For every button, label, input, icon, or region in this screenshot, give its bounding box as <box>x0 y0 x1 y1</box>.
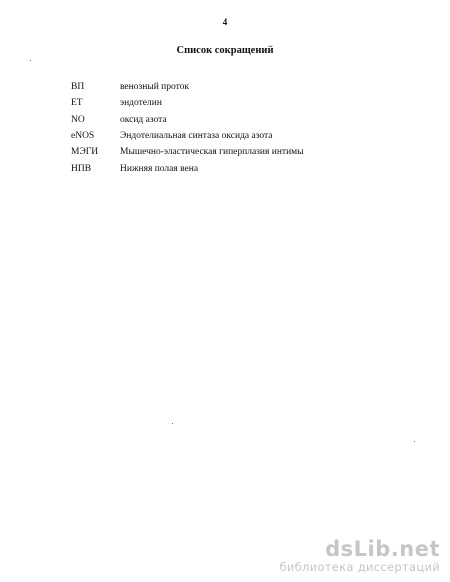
abbreviation-term: ЕТ <box>71 98 83 109</box>
abbreviation-row <box>71 112 401 128</box>
abbreviation-row <box>71 144 401 160</box>
watermark-caption: библиотека диссертаций <box>279 560 440 574</box>
abbreviation-row <box>71 79 401 95</box>
abbreviation-definition: оксид азота <box>120 114 167 125</box>
abbreviation-term: ВП <box>71 82 85 93</box>
abbreviation-row <box>71 160 401 176</box>
scan-speck <box>30 60 31 61</box>
abbreviation-definition: венозный проток <box>120 82 190 93</box>
abbreviation-definition: Эндотелиальная синтаза оксида азота <box>120 131 273 142</box>
abbreviation-definition: эндотелин <box>120 98 162 109</box>
page-title: Список сокращений <box>176 45 274 56</box>
abbreviation-row <box>71 128 401 144</box>
watermark <box>270 538 440 574</box>
abbreviation-definition: Нижняя полая вена <box>120 163 199 174</box>
page-number: 4 <box>222 17 228 27</box>
abbreviation-term: МЭГИ <box>71 147 99 158</box>
watermark-logo: dsLib.net <box>325 537 440 561</box>
abbreviation-list <box>71 79 401 177</box>
scan-speck <box>414 441 415 442</box>
abbreviation-term: eNOS <box>71 131 95 142</box>
scan-speck <box>172 423 173 424</box>
abbreviation-definition: Мышечно-эластическая гиперплазия интимы <box>120 147 304 158</box>
abbreviation-term: НПВ <box>71 163 92 174</box>
abbreviation-term: NO <box>71 114 85 125</box>
abbreviation-row <box>71 95 401 111</box>
